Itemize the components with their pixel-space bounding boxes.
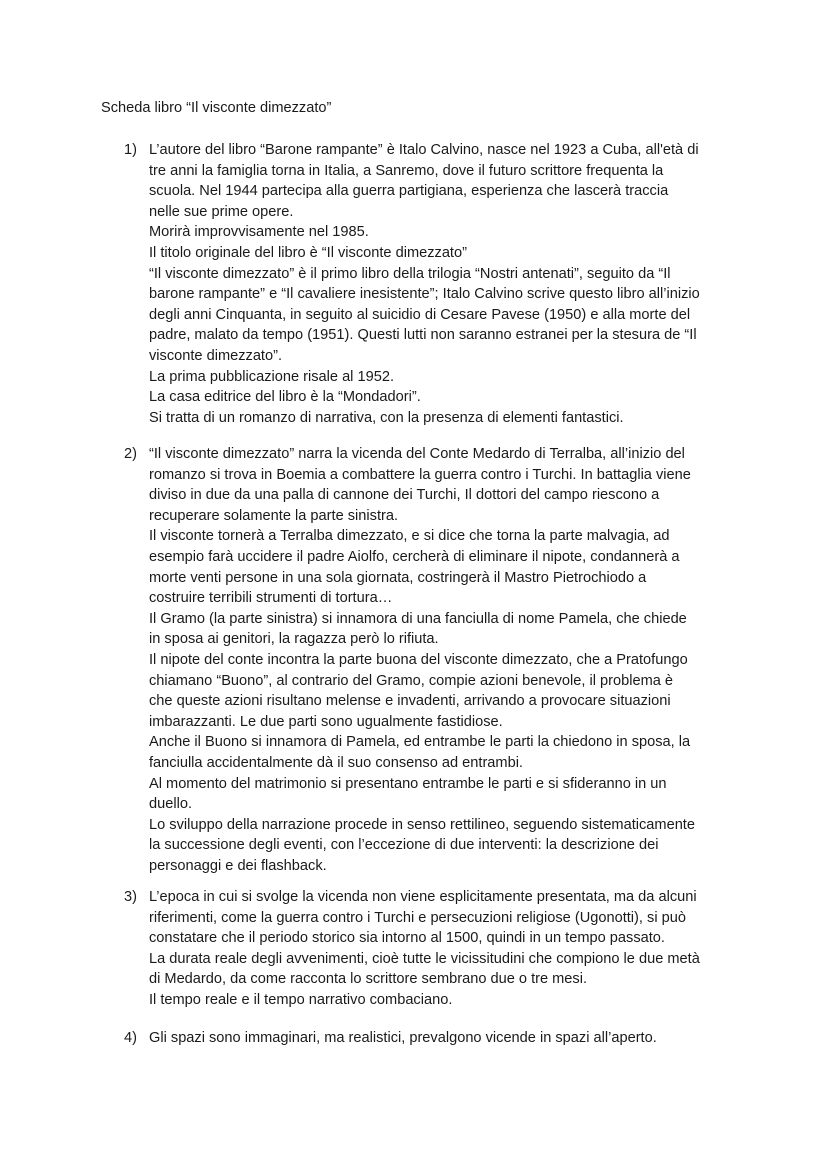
list-item-text [149,140,749,428]
text-line: Lo sviluppo della narrazione procede in senso rettilineo, seguendo sistematicamente [149,816,695,833]
list-item-text [149,444,749,876]
list-number: 2) [124,446,137,462]
text-line: L’autore del libro “Barone rampante” è Italo Calvino, nasce nel 1923 a Cuba, all'età di [149,142,699,158]
text-line: Morirà improvvisamente nel 1985. [149,224,369,241]
text-line: Il visconte tornerà a Terralba dimezzato, e si dice che torna la parte malvagia, ad [149,528,670,545]
text-line: L’epoca in cui si svolge la vicenda non viene esplicitamente presentata, ma da alcuni [149,889,697,905]
text-line: “Il visconte dimezzato” narra la vicenda del Conte Medardo di Terralba, all’inizio del [149,446,685,462]
list-item-text [149,887,749,1011]
text-line: nelle sue prime opere. [149,203,294,220]
document-title: Scheda libro “Il visconte dimezzato” [101,100,332,116]
text-line: Al momento del matrimonio si presentano entrambe le parti e si sfideranno in un [149,775,667,792]
text-line: Gli spazi sono immaginari, ma realistici, prevalgono vicende in spazi all’aperto. [149,1030,657,1046]
text-line: duello. [149,796,193,813]
text-line: che queste azioni risultano melense e invadenti, arrivando a provocare situazioni [149,693,671,710]
text-line: diviso in due da una palla di cannone dei Turchi, Il dottori del campo riescono a [149,487,660,504]
text-line: fanciulla accidentalmente dà il suo consenso ad entrambi. [149,754,523,771]
text-line: chiamano “Buono”, al contrario del Gramo, compie azioni benevole, il problema è [149,672,674,689]
text-line: riferimenti, come la guerra contro i Turchi e persecuzioni religiose (Ugonotti), si può [149,909,686,926]
text-line: Il nipote del conte incontra la parte buona del visconte dimezzato, che a Pratofungo [149,651,688,668]
list-number: 3) [124,889,137,905]
text-line: barone rampante” e “Il cavaliere inesistente”; Italo Calvino scrive questo libro all’inizio [149,286,700,303]
text-line: di Medardo, da come racconta lo scrittore sembrano due o tre mesi. [149,971,588,988]
text-line: la successione degli eventi, con l’eccezione di due interventi: la descrizione dei [149,837,659,854]
list-number: 1) [124,142,137,158]
text-line: imbarazzanti. Le due parti sono ugualmente fastidiose. [149,713,503,730]
text-line: morte venti persone in una sola giornata, costringerà il Mastro Pietrochiodo a [149,569,647,586]
list-number: 4) [124,1030,137,1046]
text-line: La durata reale degli avvenimenti, cioè tutte le vicissitudini che compiono le due metà [149,950,700,967]
text-line: personaggi e dei flashback. [149,857,327,874]
text-line: Anche il Buono si innamora di Pamela, ed entrambe le parti la chiedono in sposa, la [149,734,691,751]
text-line: constatare che il periodo storico sia intorno al 1500, quindi in un tempo passato. [149,930,665,947]
text-line: degli anni Cinquanta, in seguito al suicidio di Cesare Pavese (1950) e alla morte del [149,306,691,323]
list-item-text [149,1028,749,1049]
text-line: scuola. Nel 1944 partecipa alla guerra partigiana, esperienza che lascerà traccia [149,183,669,200]
text-line: esempio farà uccidere il padre Aiolfo, cercherà di eliminare il nipote, condannerà a [149,548,680,565]
text-line: La casa editrice del libro è la “Mondadori”. [149,389,421,406]
text-line: recuperare solamente la parte sinistra. [149,507,399,524]
text-line: in sposa ai genitori, la ragazza però lo rifiuta. [149,631,439,648]
text-line: romanzo si trova in Boemia a combattere la guerra contro i Turchi. In battaglia viene [149,466,691,483]
text-line: Si tratta di un romanzo di narrativa, con la presenza di elementi fantastici. [149,409,624,426]
text-line: Il Gramo (la parte sinistra) si innamora di una fanciulla di nome Pamela, che chiede [149,610,687,627]
text-line: La prima pubblicazione risale al 1952. [149,368,395,385]
text-line: padre, malato da tempo (1951). Questi lutti non saranno estranei per la stesura de “Il [149,327,697,344]
text-line: costruire terribili strumenti di tortura… [149,590,393,607]
text-line: Il titolo originale del libro è “Il visconte dimezzato” [149,244,467,261]
text-line: visconte dimezzato”. [149,347,283,364]
text-line: tre anni la famiglia torna in Italia, a Sanremo, dove il futuro scrittore frequenta la [149,162,664,179]
text-line: Il tempo reale e il tempo narrativo combaciano. [149,991,453,1008]
text-line: “Il visconte dimezzato” è il primo libro della trilogia “Nostri antenati”, seguito da “Il [149,265,671,282]
